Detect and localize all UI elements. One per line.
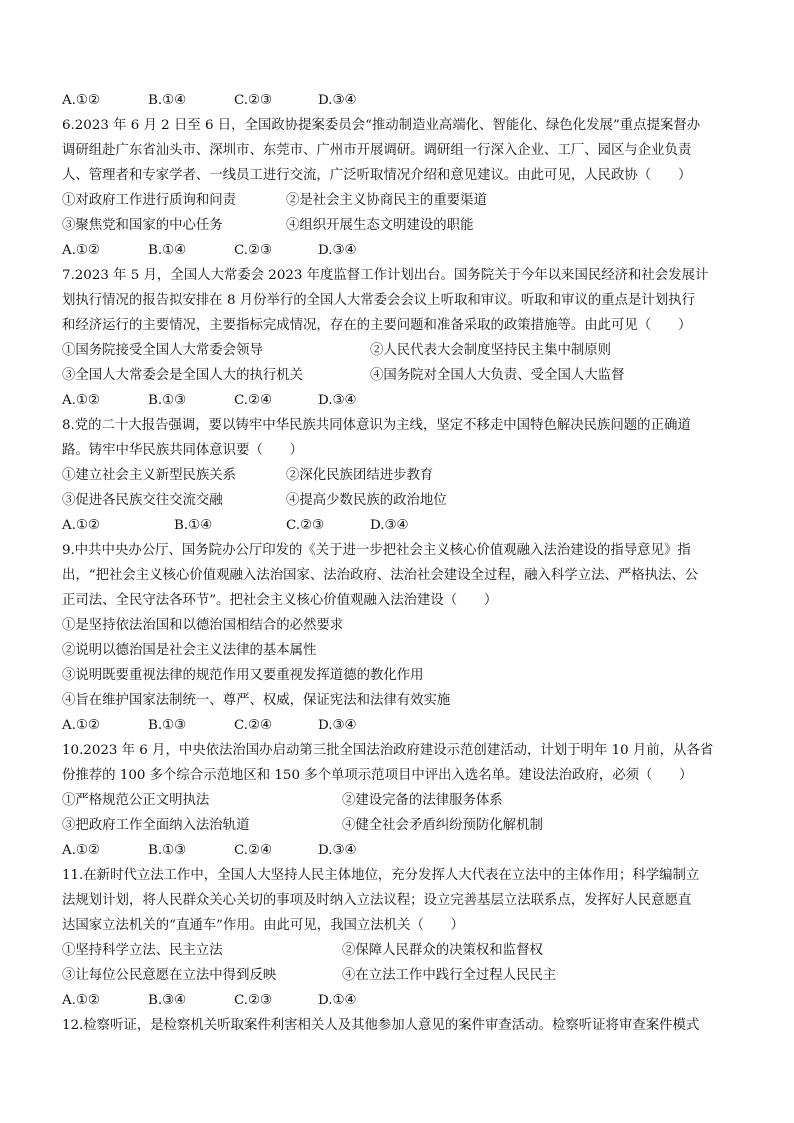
q7-option-a[interactable]: A.①② — [62, 393, 100, 408]
q6-stem-line: 6.2023 年 6 月 2 日至 6 日，全国政协提案委员会“推动制造业高端化、智能化、绿色化发展”重点提案督办 — [62, 118, 701, 133]
q6-option-b[interactable]: B.①④ — [148, 243, 187, 258]
q11-stem-line: 法规划计划，将人民群众关心关切的事项及时纳入立法议程；设立完善基层立法联系点，发挥好人民意愿直 — [62, 893, 692, 908]
q10-items-row — [62, 813, 734, 838]
q11-items-row — [62, 963, 734, 988]
q9-option-d[interactable]: D.③④ — [318, 718, 357, 733]
q8-stem-line: 路。铸牢中华民族共同体意识要（ ） — [62, 443, 304, 458]
q9-item-4: ④旨在维护国家法制统一、尊严、权威，保证宪法和法律有效实施 — [62, 693, 451, 708]
q6-item-3: ③聚焦党和国家的中心任务 — [62, 218, 223, 233]
q7-items-row — [62, 338, 734, 363]
q6-item-2: ②是社会主义协商民主的重要渠道 — [286, 193, 487, 208]
q7-item-2: ②人民代表大会制度坚持民主集中制原则 — [370, 343, 612, 358]
q6-option-d[interactable]: D.③④ — [318, 243, 357, 258]
q6-item-1: ①对政府工作进行质询和问责 — [62, 193, 237, 208]
q9-option-c[interactable]: C.②④ — [234, 718, 273, 733]
q10-option-a[interactable]: A.①② — [62, 843, 100, 858]
q9-stem-line: 9.中共中央办公厅、国务院办公厅印发的《关于进一步把社会主义核心价值观融入法治建设的指导意见》指 — [62, 543, 691, 558]
q8-options — [62, 513, 734, 538]
q6-option-a[interactable]: A.①② — [62, 243, 100, 258]
q7-stem-line: 和经济运行的主要情况，主要指标完成情况，存在的主要问题和准备采取的政策措施等。由此可见（ ） — [62, 318, 692, 333]
q11-options — [62, 988, 734, 1013]
q9-stem-line: 出，“把社会主义核心价值观融入法治国家、法治政府、法治社会建设全过程，融入科学立法、严格执法、公 — [62, 568, 699, 583]
q10-items-row — [62, 788, 734, 813]
q8-items-row — [62, 488, 734, 513]
exam-page — [62, 88, 734, 1038]
q10-option-b[interactable]: B.①③ — [148, 843, 187, 858]
q5-option-c[interactable]: C.②③ — [234, 93, 273, 108]
q8-item-3: ③促进各民族交往交流交融 — [62, 493, 223, 508]
q9-option-a[interactable]: A.①② — [62, 718, 100, 733]
q11-stem-line: 达国家立法机关的“直通车”作用。由此可见，我国立法机关（ ） — [62, 918, 465, 933]
q9-option-b[interactable]: B.①③ — [148, 718, 187, 733]
q9-item-3: ③说明既要重视法律的规范作用又要重视发挥道德的教化作用 — [62, 668, 424, 683]
q11-option-b[interactable]: B.③④ — [148, 993, 187, 1008]
q7-option-c[interactable]: C.②④ — [234, 393, 273, 408]
q6-items-row — [62, 188, 734, 213]
q10-stem-line: 10.2023 年 6 月，中央依法治国办启动第三批全国法治政府建设示范创建活动，计划于明年 10 月前，从各省 — [62, 743, 714, 758]
q11-item-2: ②保障人民群众的决策权和监督权 — [342, 943, 543, 958]
q10-item-4: ④健全社会矛盾纠纷预防化解机制 — [342, 818, 543, 833]
q11-item-4: ④在立法工作中践行全过程人民民主 — [342, 968, 557, 983]
q9-options — [62, 713, 734, 738]
q10-option-c[interactable]: C.②④ — [234, 843, 273, 858]
q11-option-c[interactable]: C.②③ — [234, 993, 273, 1008]
q7-item-4: ④国务院对全国人大负责、受全国人大监督 — [370, 368, 625, 383]
q10-item-3: ③把政府工作全面纳入法治轨道 — [62, 818, 250, 833]
q8-option-c[interactable]: C.②③ — [286, 518, 325, 533]
q11-item-3: ③让每位公民意愿在立法中得到反映 — [62, 968, 277, 983]
q11-items-row — [62, 938, 734, 963]
q5-option-a[interactable]: A.①② — [62, 93, 100, 108]
q8-item-1: ①建立社会主义新型民族关系 — [62, 468, 237, 483]
q7-items-row — [62, 363, 734, 388]
q6-option-c[interactable]: C.②③ — [234, 243, 273, 258]
q11-item-1: ①坚持科学立法、民主立法 — [62, 943, 223, 958]
q10-options — [62, 838, 734, 863]
q7-option-d[interactable]: D.③④ — [318, 393, 357, 408]
q7-options — [62, 388, 734, 413]
q12-stem-line: 12.检察听证，是检察机关听取案件利害相关人及其他参加人意见的案件审查活动。检察听证将审查案件模式 — [62, 1018, 700, 1033]
q7-item-3: ③全国人大常委会是全国人大的执行机关 — [62, 368, 304, 383]
q11-stem-line: 11.在新时代立法工作中，全国人大坚持人民主体地位，充分发挥人大代表在立法中的主体作用；科学编制立 — [62, 868, 700, 883]
q11-option-d[interactable]: D.①④ — [318, 993, 357, 1008]
q10-item-2: ②建设完备的法律服务体系 — [342, 793, 503, 808]
q8-items-row — [62, 463, 734, 488]
q7-stem-line: 7.2023 年 5 月，全国人大常委会 2023 年度监督工作计划出台。国务院关于今年以来国民经济和社会发展计 — [62, 268, 709, 283]
q9-item-1: ①是坚持依法治国和以德治国相结合的必然要求 — [62, 618, 344, 633]
q8-option-b[interactable]: B.①④ — [174, 518, 213, 533]
q11-option-a[interactable]: A.①② — [62, 993, 100, 1008]
q8-stem-line: 8.党的二十大报告强调，要以铸牢中华民族共同体意识为主线，坚定不移走中国特色解决民族问题的正确道 — [62, 418, 691, 433]
q7-item-1: ①国务院接受全国人大常委会领导 — [62, 343, 263, 358]
q8-option-d[interactable]: D.③④ — [370, 518, 409, 533]
q5-options — [62, 88, 734, 113]
q6-item-4: ④组织开展生态文明建设的职能 — [286, 218, 474, 233]
q10-stem-line: 份推荐的 100 多个综合示范地区和 150 多个单项示范项目中评出入选名单。建设法治政府，必须（ ） — [62, 768, 693, 783]
q8-item-2: ②深化民族团结进步教育 — [286, 468, 434, 483]
q6-options — [62, 238, 734, 263]
q10-item-1: ①严格规范公正文明执法 — [62, 793, 210, 808]
q5-option-b[interactable]: B.①④ — [148, 93, 187, 108]
q6-stem-line: 调研组赴广东省汕头市、深圳市、东莞市、广州市开展调研。调研组一行深入企业、工厂、园区与企业负责 — [62, 143, 692, 158]
q7-option-b[interactable]: B.①③ — [148, 393, 187, 408]
q9-item-2: ②说明以德治国是社会主义法律的基本属性 — [62, 643, 317, 658]
q6-stem-line: 人、管理者和专家学者、一线员工进行交流，广泛听取情况介绍和意见建议。由此可见，人民政协（ ） — [62, 168, 692, 183]
q5-option-d[interactable]: D.③④ — [318, 93, 357, 108]
q8-option-a[interactable]: A.①② — [62, 518, 100, 533]
q8-item-4: ④提高少数民族的政治地位 — [286, 493, 447, 508]
q7-stem-line: 划执行情况的报告拟安排在 8 月份举行的全国人大常委会会议上听取和审议。听取和审议的重点是计划执行 — [62, 293, 695, 308]
q9-stem-line: 正司法、全民守法各环节”。把社会主义核心价值观融入法治建设（ ） — [62, 593, 498, 608]
q10-option-d[interactable]: D.③④ — [318, 843, 357, 858]
q6-items-row — [62, 213, 734, 238]
